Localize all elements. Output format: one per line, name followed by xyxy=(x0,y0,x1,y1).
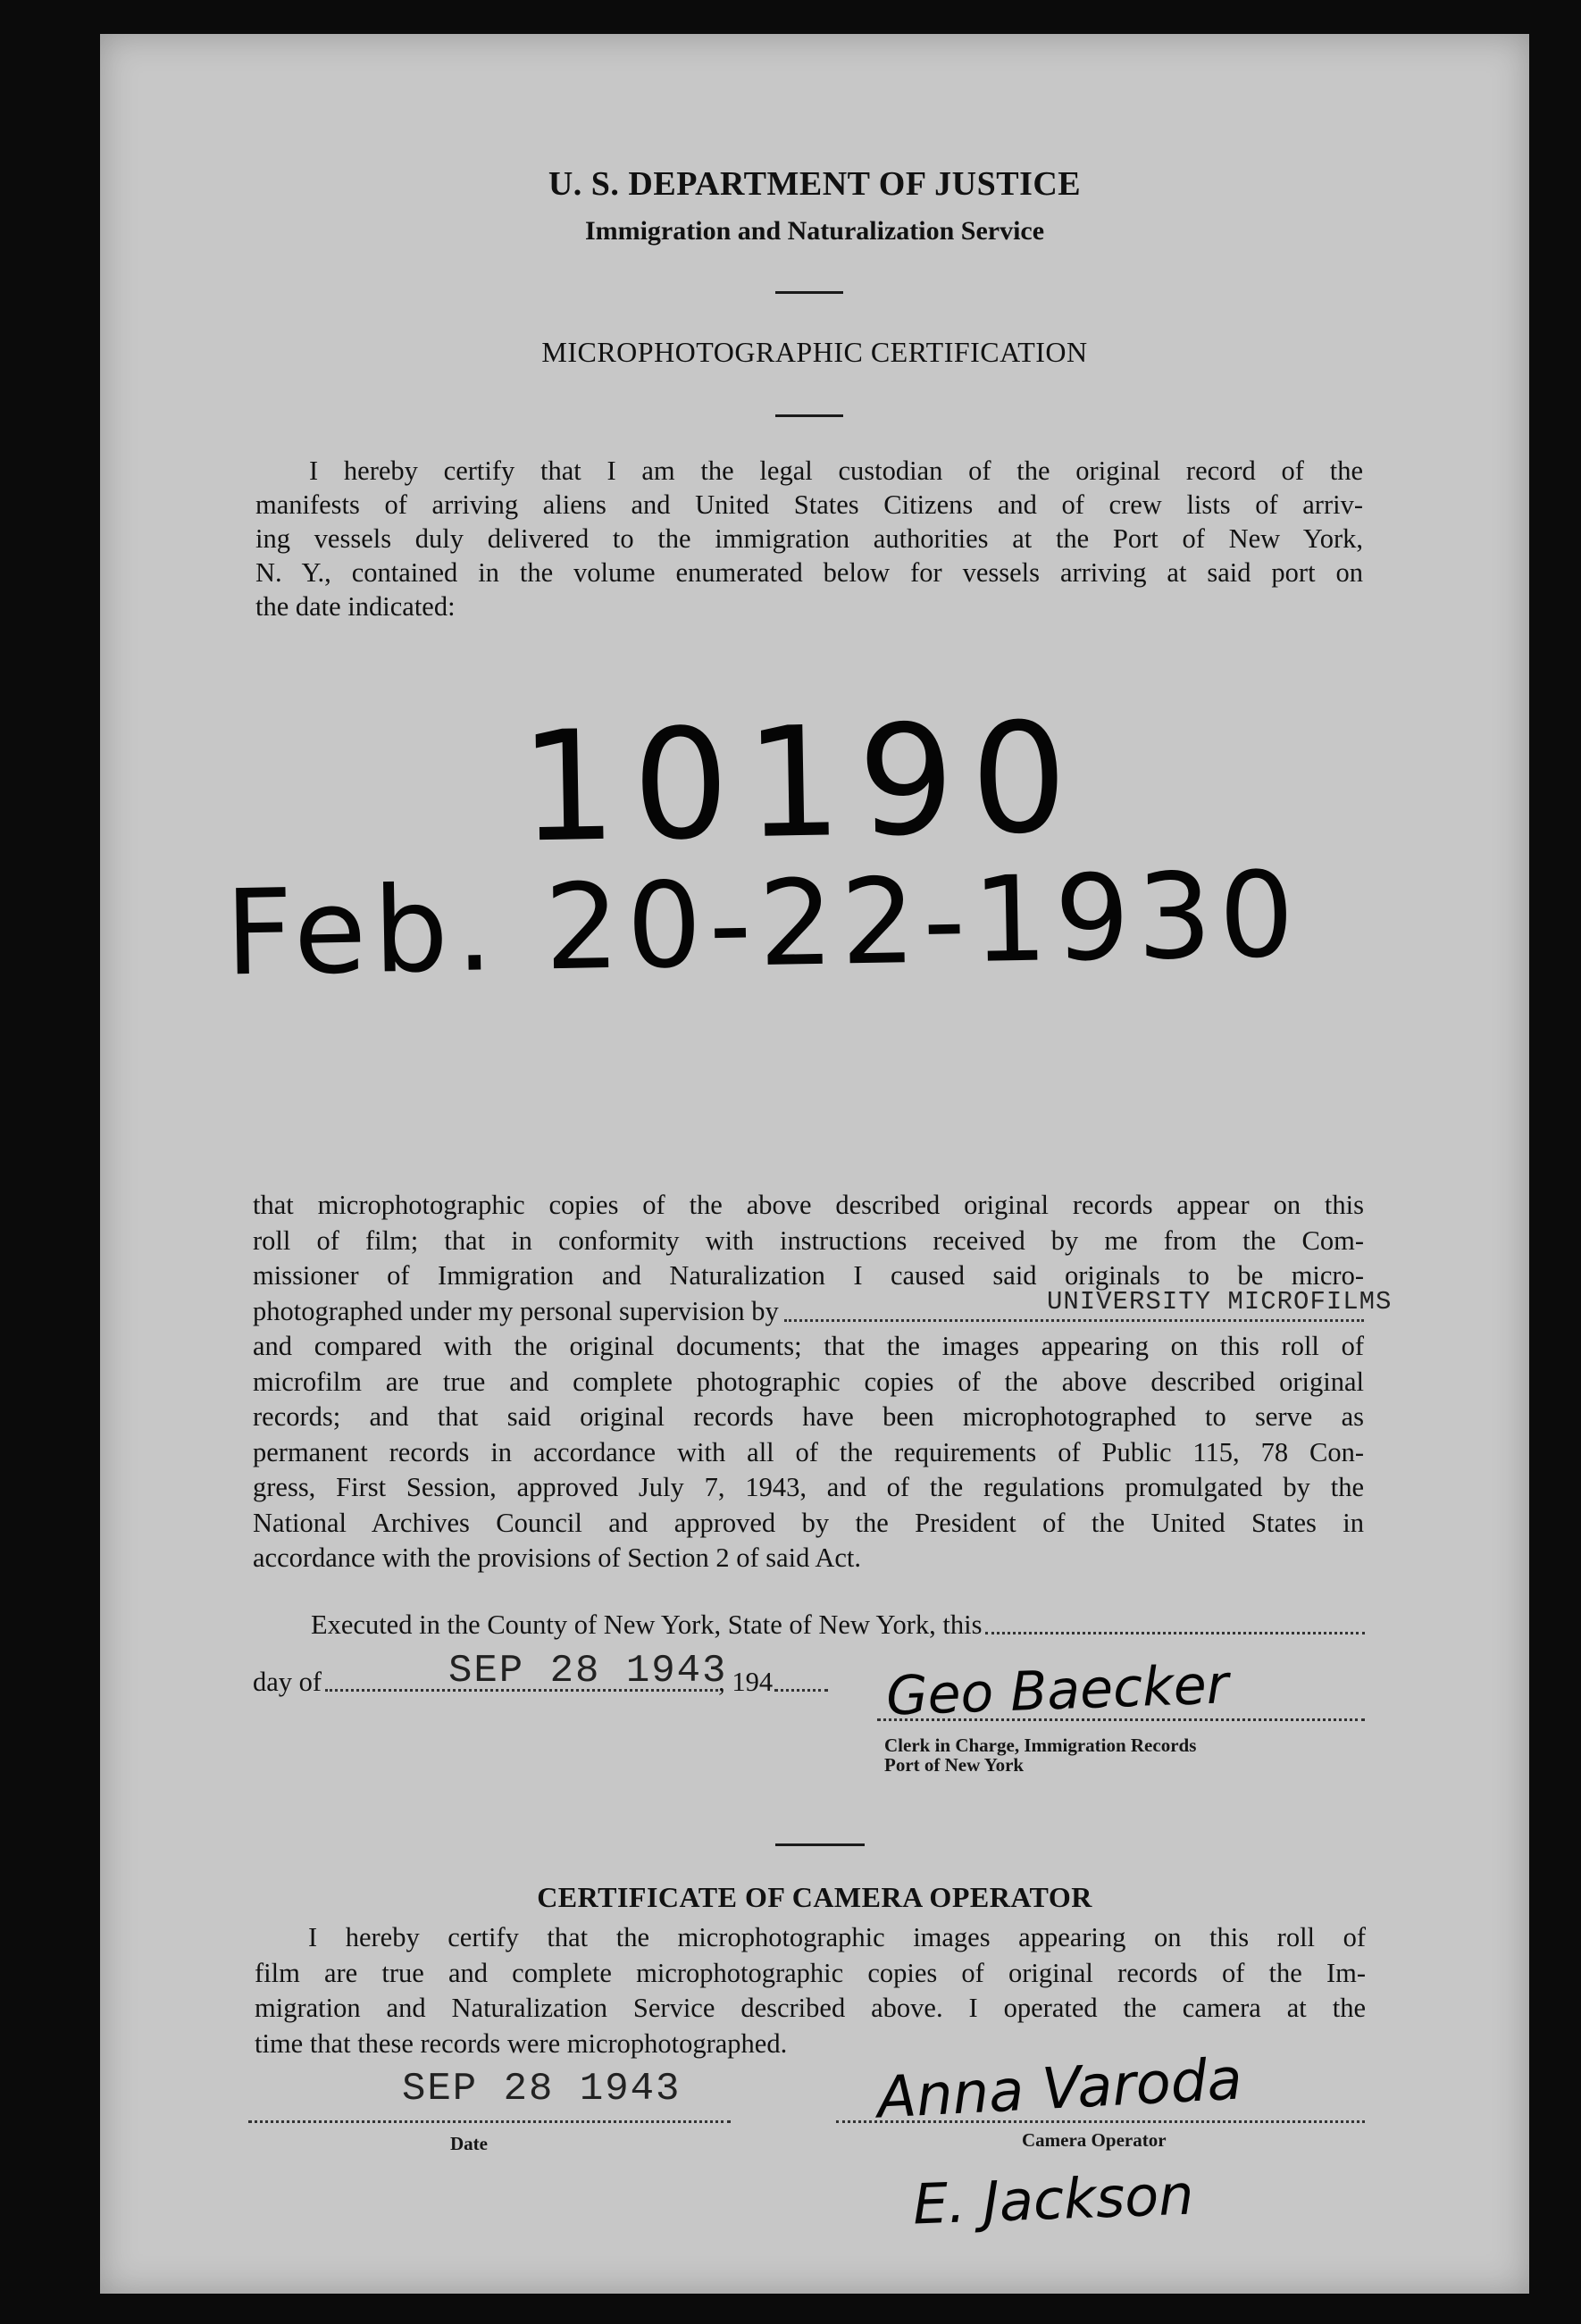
signature-line xyxy=(836,2120,1365,2123)
paragraph-line: time that these records were microphotographed. xyxy=(255,2027,788,2059)
date-line xyxy=(248,2120,731,2123)
paragraph-line: ing vessels duly delivered to the immigration authorities at the Port of New York, xyxy=(255,523,1363,554)
intro-paragraph xyxy=(255,454,1363,623)
paragraph-line: roll of film; that in conformity with instructions received by me from the Com- xyxy=(253,1225,1364,1256)
paragraph-line: migration and Naturalization Service described above. I operated the camera at the xyxy=(255,1993,1366,2023)
paragraph-line: N. Y., contained in the volume enumerated below for vessels arriving at said port on xyxy=(255,557,1363,588)
witness-signature: E. Jackson xyxy=(911,2161,1195,2237)
dotted-blank xyxy=(985,1632,1365,1634)
year-prefix: , 194 xyxy=(718,1667,774,1697)
paragraph-line: permanent records in accordance with all of the requirements of Public 115, 78 Con- xyxy=(253,1436,1364,1467)
signature-line xyxy=(877,1718,1365,1721)
clerk-signature: Geo Baecker xyxy=(884,1653,1230,1728)
paragraph-line: gress, First Session, approved July 7, 1943, and of the regulations promulgated by the xyxy=(253,1472,1364,1502)
paragraph-line: manifests of arriving aliens and United States Citizens and of crew lists of arriv- xyxy=(255,489,1363,520)
camera-operator-title: CERTIFICATE OF CAMERA OPERATOR xyxy=(537,1881,1092,1913)
paragraph-line: I hereby certify that I am the legal custodian of the original record of the xyxy=(309,456,1363,486)
handwritten-date-range: Feb. 20-22-1930 xyxy=(223,846,1303,1003)
day-of-label: day of xyxy=(253,1667,322,1697)
operator-date-stamp: SEP 28 1943 xyxy=(402,2067,682,2111)
certificate-page xyxy=(100,34,1529,2294)
certification-title: MICROPHOTOGRAPHIC CERTIFICATION xyxy=(541,336,1088,368)
paragraph-line: the date indicated: xyxy=(255,591,456,622)
paragraph-line: and compared with the original documents; that the images appearing on this roll of xyxy=(253,1331,1364,1361)
handwritten-volume-number: 10190 xyxy=(518,690,1085,877)
body-paragraph xyxy=(253,1188,1364,1576)
executed-text: Executed in the County of New York, State of New York, this xyxy=(311,1609,983,1640)
microfilm-company-stamp: UNIVERSITY MICROFILMS xyxy=(1047,1287,1393,1317)
paragraph-line: records; and that said original records have been microphotographed to serve as xyxy=(253,1401,1364,1432)
executed-date-stamp: SEP 28 1943 xyxy=(448,1649,728,1693)
divider xyxy=(775,414,843,417)
clerk-title: Clerk in Charge, Immigration Records xyxy=(884,1735,1197,1756)
camera-operator-paragraph xyxy=(255,1920,1366,2061)
paragraph-line-text: photographed under my personal supervision by xyxy=(253,1295,779,1326)
divider xyxy=(775,291,843,294)
operator-label: Camera Operator xyxy=(1022,2129,1167,2151)
date-label: Date xyxy=(450,2133,488,2154)
paragraph-line: film are true and complete microphotographic copies of original records of the Im- xyxy=(255,1957,1366,1988)
paragraph-line: accordance with the provisions of Section 2 of said Act. xyxy=(253,1542,861,1573)
dotted-blank xyxy=(784,1319,1364,1322)
service-subtitle: Immigration and Naturalization Service xyxy=(584,216,1045,246)
executed-line xyxy=(311,1608,1365,1642)
dotted-blank xyxy=(774,1689,828,1692)
clerk-location: Port of New York xyxy=(884,1754,1025,1776)
department-title: U. S. DEPARTMENT OF JUSTICE xyxy=(548,165,1082,203)
paragraph-line: that microphotographic copies of the above described original records appear on this xyxy=(253,1190,1364,1220)
paragraph-line: I hereby certify that the microphotographic images appearing on this roll of xyxy=(308,1922,1366,1952)
paragraph-line: National Archives Council and approved by the President of the United States in xyxy=(253,1507,1364,1538)
paragraph-line: missioner of Immigration and Naturalization I caused said originals to be micro- xyxy=(253,1260,1364,1291)
operator-signature: Anna Varoda xyxy=(875,2046,1244,2132)
divider xyxy=(775,1843,865,1846)
paragraph-line: microfilm are true and complete photographic copies of the above described original xyxy=(253,1366,1364,1397)
